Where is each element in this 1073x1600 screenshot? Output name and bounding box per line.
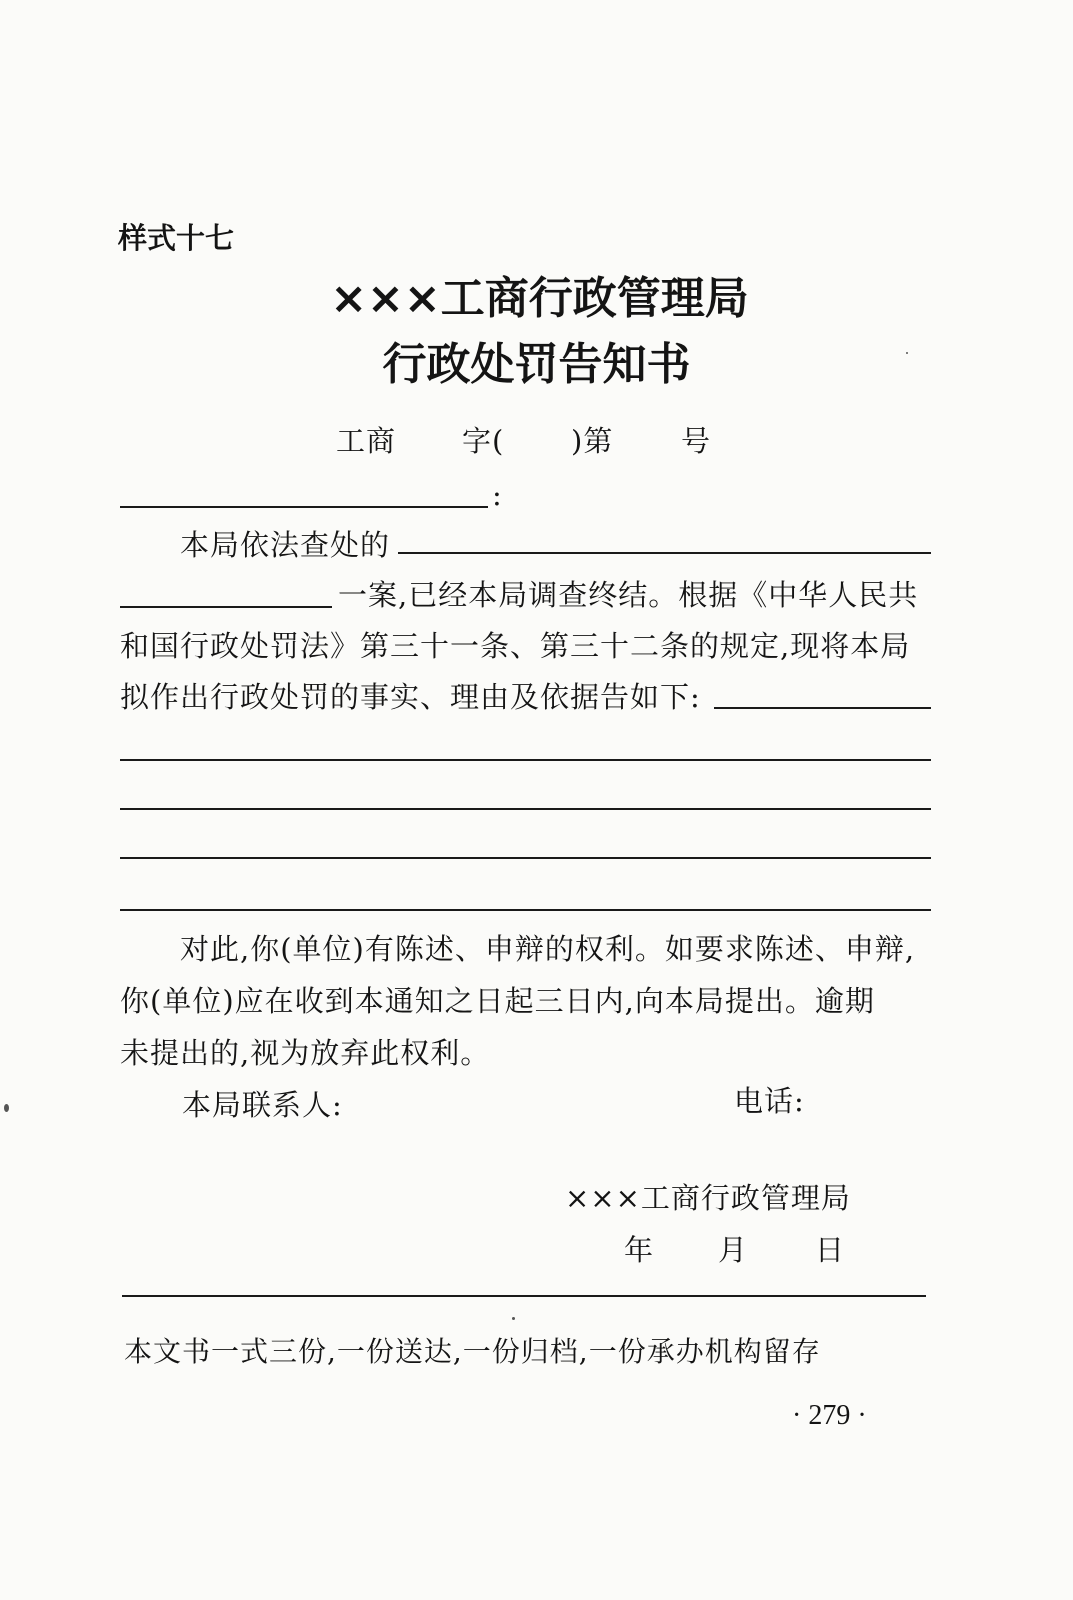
contact-person-label: 本局联系人: bbox=[182, 1088, 343, 1122]
signature-agency: ×××工商行政管理局 bbox=[565, 1181, 851, 1215]
para1-line3: 和国行政处罚法》第三十一条、第三十二条的规定,现将本局 bbox=[120, 629, 911, 663]
para1-line4: 拟作出行政处罚的事实、理由及依据告如下: bbox=[120, 680, 701, 714]
para1-lead: 本局依法查处的 bbox=[180, 528, 391, 562]
document-title-notice: 行政处罚告知书 bbox=[382, 339, 691, 390]
scan-speck bbox=[4, 1104, 9, 1112]
doc-number-hao: 号 bbox=[681, 424, 712, 458]
facts-blank-line-2 bbox=[120, 759, 931, 761]
facts-blank-line-1 bbox=[714, 707, 931, 709]
scan-speck bbox=[512, 1317, 515, 1320]
addressee-colon: : bbox=[492, 478, 503, 512]
date-month: 月 bbox=[718, 1233, 749, 1267]
phone-label: 电话: bbox=[734, 1084, 805, 1118]
facts-blank-line-3 bbox=[120, 808, 931, 810]
doc-number-di: )第 bbox=[571, 424, 614, 458]
doc-number-prefix: 工商 bbox=[336, 424, 397, 458]
page-number: · 279 · bbox=[792, 1400, 867, 1431]
facts-blank-line-4 bbox=[120, 857, 931, 859]
case-name-blank-line-2 bbox=[120, 606, 332, 608]
document-title-agency: ×××工商行政管理局 bbox=[330, 273, 749, 324]
date-day: 日 bbox=[815, 1233, 846, 1267]
facts-blank-line-5 bbox=[120, 909, 931, 911]
scan-speck bbox=[906, 352, 908, 354]
para2-line2: 你(单位)应在收到本通知之日起三日内,向本局提出。逾期 bbox=[120, 984, 875, 1018]
date-year: 年 bbox=[624, 1233, 655, 1267]
para2-line3: 未提出的,视为放弃此权利。 bbox=[120, 1036, 491, 1070]
doc-number-zi: 字( bbox=[462, 424, 505, 458]
addressee-blank-line bbox=[120, 506, 488, 508]
case-name-blank-line bbox=[398, 552, 931, 554]
footnote-divider bbox=[122, 1295, 926, 1297]
form-style-label: 样式十七 bbox=[118, 221, 235, 255]
para1-line2: 一案,已经本局调查终结。根据《中华人民共 bbox=[338, 578, 919, 612]
footnote-text: 本文书一式三份,一份送达,一份归档,一份承办机构留存 bbox=[124, 1335, 821, 1368]
para2-line1: 对此,你(单位)有陈述、申辩的权利。如要求陈述、申辩, bbox=[180, 932, 916, 966]
